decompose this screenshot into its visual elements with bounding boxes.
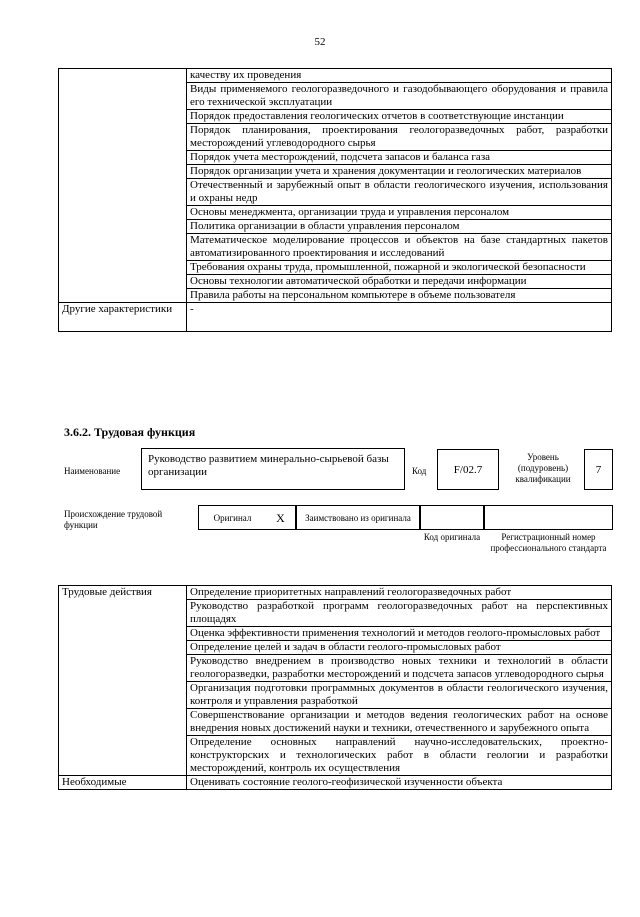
skill-item: Оценивать состояние геолого-геофизической изученности объекта	[187, 776, 612, 790]
labor-action-item: Организация подготовки программных документов в области геологического изучения, контроля и управления разработкой	[187, 682, 612, 709]
knowledge-item: Требования охраны труда, промышленной, пожарной и экологической безопасности	[187, 261, 612, 275]
other-characteristics-label: Другие характеристики	[59, 303, 187, 332]
knowledge-table	[58, 68, 612, 332]
labor-action-item: Оценка эффективности применения технологий и методов геолого-промысловых работ	[187, 627, 612, 641]
code-value: F/02.7	[453, 463, 483, 476]
level-label: Уровень (подуровень) квалификации	[515, 452, 571, 484]
knowledge-row	[59, 69, 612, 83]
labor-action-item: Руководство разработкой программ геологоразведочных работ на перспективных площадях	[187, 600, 612, 627]
knowledge-item: Основы менеджмента, организации труда и управления персоналом	[187, 206, 612, 220]
knowledge-item: Порядок организации учета и хранения документации и геологических материалов	[187, 165, 612, 179]
labor-actions-table	[58, 585, 612, 790]
code-label: Код	[412, 466, 427, 476]
name-label: Наименование	[64, 466, 121, 476]
labor-action-row	[59, 586, 612, 600]
labor-action-item: Определение основных направлений научно-исследовательских, проектно-конструкторских и технологических работ в области геологии и разработки месторождений, контроль их осуществления	[187, 736, 612, 776]
origin-code-caption: Код оригинала	[423, 532, 481, 542]
labor-action-item: Совершенствование организации и методов ведения геологических работ на основе внедрения новых достижений науки и техники, отечественного и зарубежного опыта	[187, 709, 612, 736]
code-value-box	[437, 449, 499, 490]
knowledge-item: Порядок учета месторождений, подсчета запасов и баланса газа	[187, 151, 612, 165]
origin-code-cell	[420, 505, 484, 530]
original-cell	[198, 505, 266, 530]
knowledge-item: Порядок предоставления геологических отчетов в соответствующие инстанции	[187, 110, 612, 124]
section-title: 3.6.2. Трудовая функция	[64, 425, 196, 439]
reg-number-cell	[484, 505, 613, 530]
level-value: 7	[595, 463, 602, 476]
knowledge-item: Правила работы на персональном компьютере в объеме пользователя	[187, 289, 612, 303]
origin-label: Происхождение трудовой функции	[64, 509, 163, 530]
labor-action-item: Определение приоритетных направлений геологоразведочных работ	[187, 586, 612, 600]
borrowed-label: Заимствовано из оригинала	[305, 512, 411, 523]
skills-label: Необходимые	[59, 776, 187, 790]
knowledge-label-cell	[59, 69, 187, 303]
knowledge-item: Отечественный и зарубежный опыт в области геологического изучения, использования и охраны недр	[187, 179, 612, 206]
original-mark: X	[276, 510, 285, 525]
original-label: Оригинал	[213, 512, 252, 523]
original-mark-cell	[266, 505, 296, 530]
knowledge-item: Порядок планирования, проектирования геологоразведочных работ, разработки месторождений углеводородного сырья	[187, 124, 612, 151]
level-value-box	[584, 449, 613, 490]
reg-number-caption: Регистрационный номер профессионального стандарта	[490, 532, 607, 553]
knowledge-item: Математическое моделирование процессов и объектов на базе стандартных пакетов автоматизированного проектирования и исследований	[187, 234, 612, 261]
knowledge-item: Виды применяемого геологоразведочного и газодобывающего оборудования и правила его технической эксплуатации	[187, 83, 612, 110]
labor-actions-label: Трудовые действия	[59, 586, 187, 776]
labor-action-item: Руководство внедрением в производство новых техники и технологий в области геологоразведки, разработки месторождений и подсчета запасов углеводородного сырья	[187, 655, 612, 682]
knowledge-item: Политика организации в области управления персоналом	[187, 220, 612, 234]
knowledge-item: Основы технологии автоматической обработки и передачи информации	[187, 275, 612, 289]
function-name-box	[141, 448, 405, 490]
other-characteristics-value: -	[187, 303, 612, 332]
page-number: 52	[314, 36, 326, 48]
knowledge-item: качеству их проведения	[187, 69, 612, 83]
function-name-value: Руководство развитием минерально-сырьевой базы организации	[148, 453, 389, 478]
borrowed-cell	[296, 505, 420, 530]
labor-action-item: Определение целей и задач в области геолого-промысловых работ	[187, 641, 612, 655]
other-characteristics-row	[59, 303, 612, 332]
skills-row	[59, 776, 612, 790]
